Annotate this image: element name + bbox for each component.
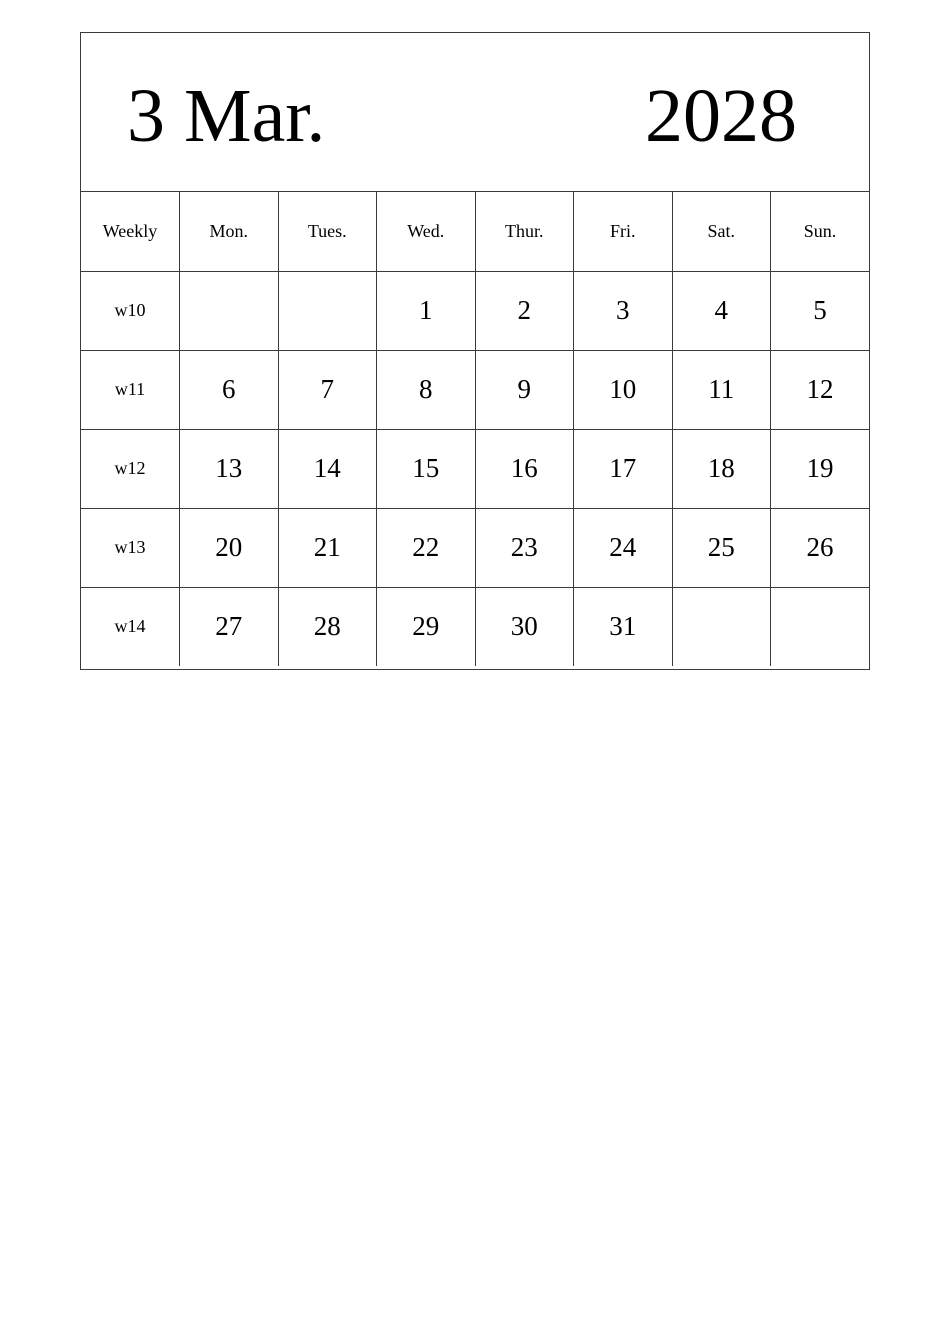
column-header-mon: Mon.: [180, 192, 279, 271]
day-cell: 26: [771, 508, 870, 587]
day-cell: 17: [574, 429, 673, 508]
day-cell: 12: [771, 350, 870, 429]
day-cell: 27: [180, 587, 279, 666]
day-cell: 22: [377, 508, 476, 587]
day-cell: 25: [672, 508, 771, 587]
week-row: [81, 587, 869, 666]
day-cell: 21: [278, 508, 377, 587]
column-header-wed: Wed.: [377, 192, 476, 271]
week-row: [81, 350, 869, 429]
day-cell: 7: [278, 350, 377, 429]
week-number: w12: [81, 429, 180, 508]
day-cell: 23: [475, 508, 574, 587]
day-cell: 19: [771, 429, 870, 508]
column-header-weekly: Weekly: [81, 192, 180, 271]
day-cell: [180, 271, 279, 350]
day-cell: 5: [771, 271, 870, 350]
day-cell: [771, 587, 870, 666]
calendar: [80, 32, 870, 670]
week-row: [81, 429, 869, 508]
column-header-thu: Thur.: [475, 192, 574, 271]
day-cell: 29: [377, 587, 476, 666]
day-cell: 11: [672, 350, 771, 429]
calendar-header: [81, 33, 869, 192]
day-cell: 24: [574, 508, 673, 587]
column-header-fri: Fri.: [574, 192, 673, 271]
day-cell: 13: [180, 429, 279, 508]
day-cell: 2: [475, 271, 574, 350]
day-cell: 1: [377, 271, 476, 350]
day-cell: 31: [574, 587, 673, 666]
week-row: [81, 271, 869, 350]
week-row: [81, 508, 869, 587]
day-cell: 20: [180, 508, 279, 587]
calendar-grid: [81, 192, 869, 666]
weekday-header-row: [81, 192, 869, 271]
month-title: 3 Mar.: [127, 74, 326, 158]
day-cell: 9: [475, 350, 574, 429]
column-header-sat: Sat.: [672, 192, 771, 271]
week-number: w13: [81, 508, 180, 587]
week-number: w11: [81, 350, 180, 429]
day-cell: 18: [672, 429, 771, 508]
day-cell: 4: [672, 271, 771, 350]
week-number: w10: [81, 271, 180, 350]
week-number: w14: [81, 587, 180, 666]
day-cell: [672, 587, 771, 666]
day-cell: 28: [278, 587, 377, 666]
day-cell: 3: [574, 271, 673, 350]
day-cell: 10: [574, 350, 673, 429]
day-cell: 8: [377, 350, 476, 429]
year-title: 2028: [645, 74, 797, 158]
day-cell: 14: [278, 429, 377, 508]
day-cell: 30: [475, 587, 574, 666]
day-cell: [278, 271, 377, 350]
day-cell: 6: [180, 350, 279, 429]
column-header-tue: Tues.: [278, 192, 377, 271]
day-cell: 15: [377, 429, 476, 508]
day-cell: 16: [475, 429, 574, 508]
column-header-sun: Sun.: [771, 192, 870, 271]
